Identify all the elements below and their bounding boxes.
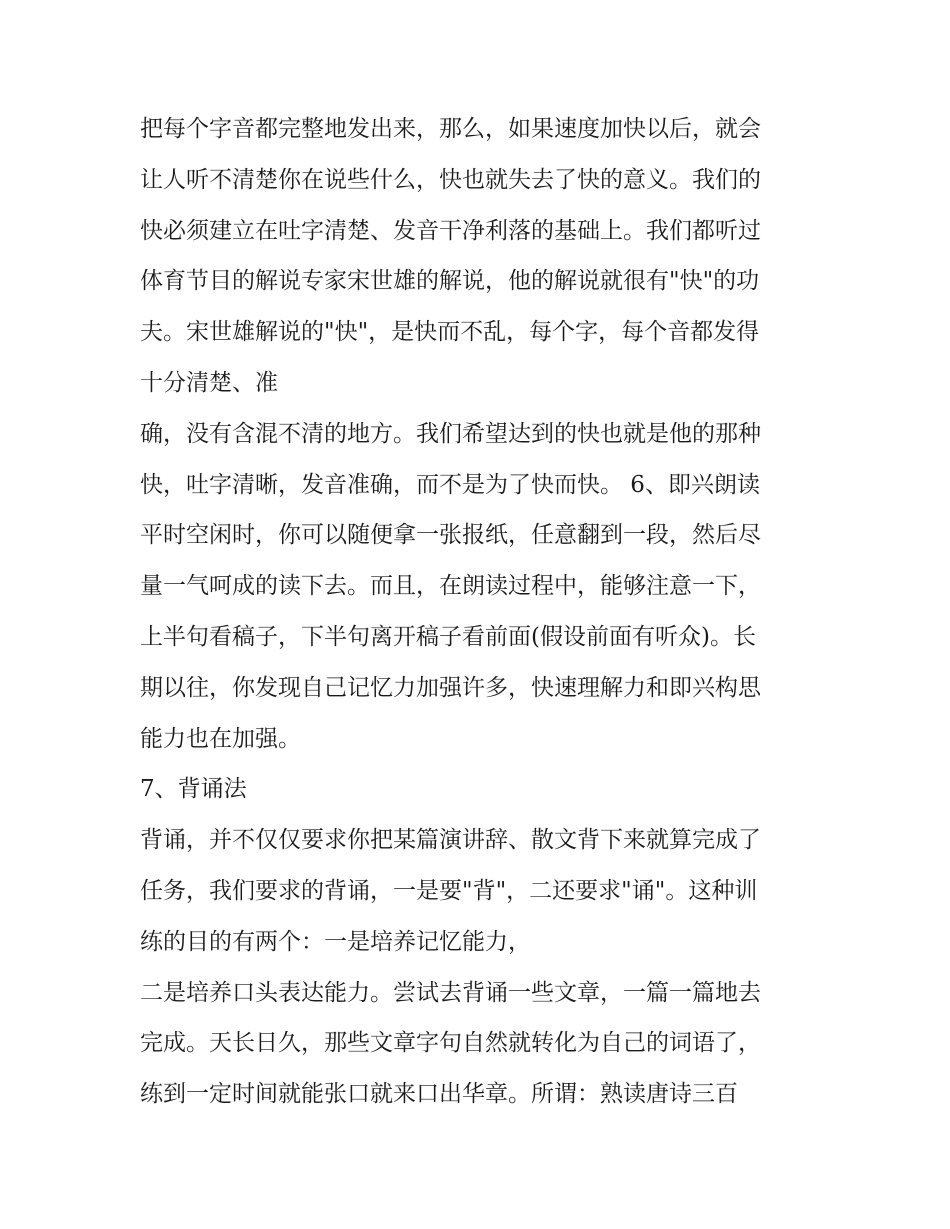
text-line: 把每个字音都完整地发出来，那么，如果速度加快以后，就会 <box>140 116 761 142</box>
text-line: 让人听不清楚你在说些什么，快也就失去了快的意义。我们的 <box>140 166 761 193</box>
text-line: 任务，我们要求的背诵，一是要"背"，二还要求"诵"。这种训 <box>140 877 758 904</box>
text-line: 练的目的有两个：一是培养记忆能力， <box>140 928 531 955</box>
text-line: 夫。宋世雄解说的"快"，是快而不乱，每个字，每个音都发得 <box>140 319 760 346</box>
text-line: 练到一定时间就能张口就来口出华章。所谓：熟读唐诗三百 <box>140 1081 738 1108</box>
text-line: 快，吐字清晰，发音准确，而不是为了快而快。 6、即兴朗读 <box>140 471 760 498</box>
text-line: 上半句看稿子，下半句离开稿子看前面(假设前面有听众)。长 <box>140 623 756 650</box>
text-line: 确，没有含混不清的地方。我们希望达到的快也就是他的那种 <box>140 420 761 447</box>
text-line: 完成。天长日久，那些文章字句自然就转化为自己的词语了， <box>140 1030 761 1057</box>
text-line: 量一气呵成的读下去。而且，在朗读过程中，能够注意一下， <box>140 573 761 600</box>
text-line: 快必须建立在吐字清楚、发音干净利落的基础上。我们都听过 <box>140 217 761 244</box>
text-line: 能力也在加强。 <box>140 725 301 752</box>
text-line: 期以往，你发现自己记忆力加强许多，快速理解力和即兴构思 <box>140 674 761 701</box>
text-line: 平时空闲时，你可以随便拿一张报纸，任意翻到一段，然后尽 <box>140 522 761 549</box>
text-line: 背诵，并不仅仅要求你把某篇演讲辞、散文背下来就算完成了 <box>140 827 761 854</box>
text-line: 二是培养口头表达能力。尝试去背诵一些文章，一篇一篇地去 <box>140 979 761 1006</box>
document-body <box>140 104 820 1120</box>
text-line: 体育节目的解说专家宋世雄的解说，他的解说就很有"快"的功 <box>140 268 760 295</box>
section-heading: 7、背诵法 <box>140 776 247 803</box>
text-line: 十分清楚、准 <box>140 369 278 396</box>
